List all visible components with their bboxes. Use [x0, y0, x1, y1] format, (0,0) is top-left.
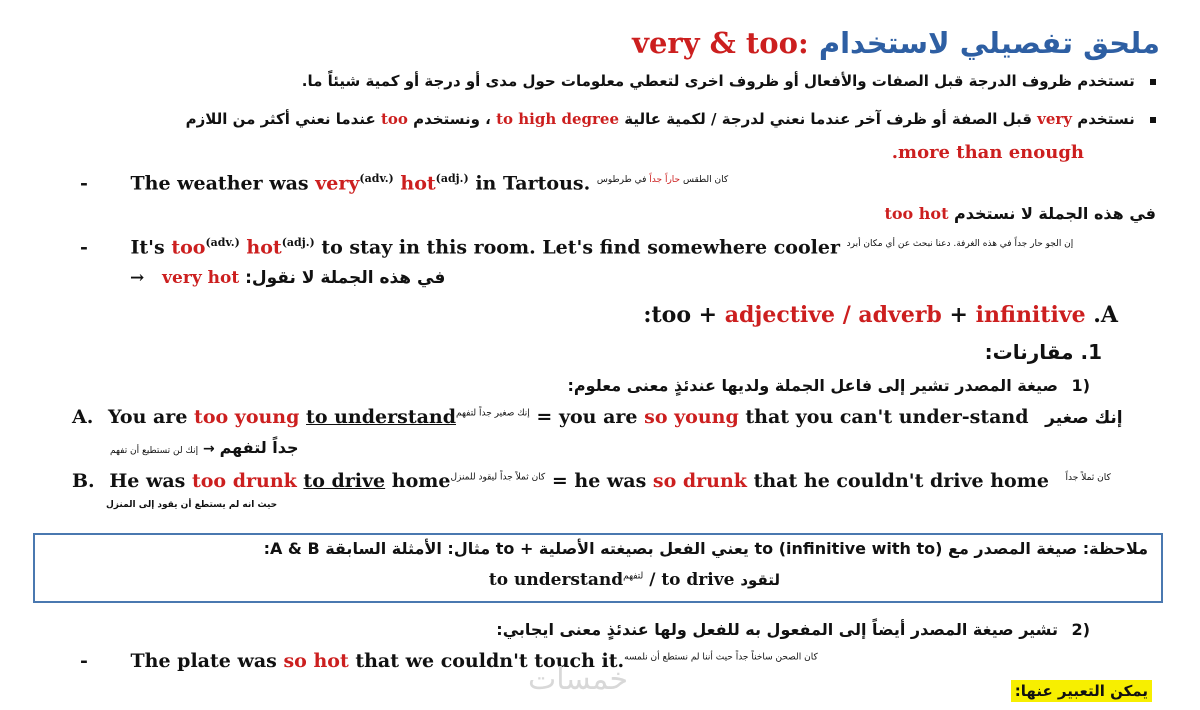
- adv-tag: (adv.): [205, 236, 240, 249]
- item-1-number: (1: [1071, 376, 1090, 395]
- arrow-right-icon: →: [130, 268, 145, 288]
- keyword-adjective-adverb: adjective / adverb: [724, 302, 942, 328]
- comparison-a-equals: = you are: [536, 406, 638, 428]
- item-2-text: تشير صيغة المصدر أيضاً إلى المفعول به للفعل ولها عندئذٍ معنى ايجابي:: [496, 620, 1058, 639]
- keyword-hot: hot: [246, 236, 282, 259]
- comparison-b-letter: B.: [72, 470, 95, 492]
- dash-bullet: -: [80, 236, 88, 259]
- keyword-to-understand: to understand: [306, 406, 457, 428]
- item-1: [568, 376, 1090, 395]
- comparison-b-text: He was: [109, 470, 186, 492]
- note-box-translation: لتفهم: [623, 571, 644, 582]
- note-box-line-2: [489, 570, 780, 590]
- comparison-b: [72, 470, 1111, 492]
- comparison-a-letter: A.: [72, 406, 94, 428]
- translation-part: في طرطوس: [596, 175, 647, 185]
- note-1: [884, 204, 1156, 223]
- dash-bullet: -: [80, 650, 88, 672]
- comparison-b-arabic: كان ثملاً جداً: [1065, 472, 1111, 483]
- keyword-high-degree: to high degree: [496, 110, 619, 128]
- bullet-2-text-a: نستخدم: [1077, 110, 1135, 128]
- comparison-a-translation: إنك صغير جداً لتفهم: [456, 408, 530, 419]
- comparison-b-translation: كان ثملاً جداً ليقود للمنزل: [450, 472, 546, 483]
- watermark: خمسات: [528, 662, 629, 697]
- example-3: [80, 650, 818, 672]
- comparison-a-sub-note: إنك لن تستطيع أن تفهم: [110, 446, 199, 456]
- arrow-right-icon: →: [202, 441, 215, 457]
- comparison-a-arabic: إنك صغير: [1045, 408, 1123, 428]
- keyword-very: very: [1037, 110, 1073, 128]
- bullet-2-text-d: عندما نعني أكثر من اللازم: [185, 110, 376, 128]
- keyword-more-than-enough: .more than enough: [891, 142, 1084, 163]
- bullet-1: [302, 72, 1156, 90]
- example-2-translation: إن الجو حار جداً في هذه الغرفة. دعنا نبحث عن أي مكان أبرد: [846, 239, 1074, 249]
- example-2: [80, 236, 1073, 258]
- adj-tag: (adj.): [281, 236, 315, 249]
- item-2: [496, 620, 1090, 639]
- keyword-infinitive: infinitive: [975, 302, 1086, 328]
- dash-bullet: -: [80, 172, 88, 195]
- square-bullet-icon: [1150, 117, 1156, 123]
- bullet-2: [186, 110, 1156, 128]
- note-box-line-1: ملاحظة: صيغة المصدر مع to (infinitive with to) يعني الفعل بصيغته الأصلية + to مثال: الأمثلة السابقة A & B:: [263, 539, 1148, 558]
- comparison-a-sub: [110, 438, 299, 457]
- example-3-text-b: that we couldn't touch it.: [355, 650, 625, 672]
- translation-part: كان الطقس: [682, 175, 729, 185]
- bullet-2-text-c: ، ونستخدم: [413, 110, 491, 128]
- example-1-translation: [597, 175, 728, 185]
- section-a-too: :too +: [643, 302, 718, 328]
- adj-tag: (adj.): [435, 172, 469, 185]
- comparison-a: [72, 406, 1123, 428]
- note-box-to-understand: to understand: [488, 570, 624, 590]
- keyword-too-young: too young: [194, 406, 300, 428]
- note-box-arabic: لتقود: [740, 571, 780, 589]
- comparison-b-sub: حيث انه لم يستطع أن يقود إلى المنزل: [106, 500, 278, 510]
- comparison-b-equals: = he was: [551, 470, 647, 492]
- note-box-to-drive: / to drive: [649, 570, 735, 590]
- keyword-hot: hot: [400, 172, 436, 195]
- keyword-to-drive: to drive: [303, 470, 386, 492]
- note-2: [130, 268, 445, 288]
- plus-sign: +: [949, 302, 968, 328]
- bullet-2-text-b: قبل الصفة أو ظرف آخر عندما نعني لدرجة / لكمية عالية: [624, 110, 1032, 128]
- example-1-text-b: in Tartous.: [475, 172, 591, 195]
- square-bullet-icon: [1150, 79, 1156, 85]
- example-3-translation: كان الصحن ساخناً جداً حيث أننا لم نستطع أن نلمسه: [624, 652, 818, 663]
- keyword-so-young: so young: [644, 406, 739, 428]
- example-2-text-a: It's: [130, 236, 165, 259]
- comparison-b-text-b: that he couldn't drive home: [753, 470, 1049, 492]
- comparison-a-sub-main: جداً لتفهم: [219, 438, 299, 457]
- section-a-heading: [643, 302, 1118, 328]
- keyword-too-hot: too hot: [884, 204, 949, 223]
- keyword-so-hot: so hot: [283, 650, 349, 672]
- note-1-text: في هذه الجملة لا نستخدم: [954, 204, 1156, 223]
- example-1-text-a: The weather was: [130, 172, 309, 195]
- bullet-1-text: تستخدم ظروف الدرجة قبل الصفات والأفعال أو ظروف اخرى لتعطي معلومات حول مدى أو درجة أو كمية شيئاً ما.: [301, 72, 1135, 90]
- translation-part: حاراً جداً: [649, 175, 681, 185]
- example-3-text-a: The plate was: [130, 650, 277, 672]
- keyword-very: very: [315, 172, 360, 195]
- keyword-too-drunk: too drunk: [191, 470, 297, 492]
- example-2-text-b: to stay in this room. Let's find somewhere cooler: [321, 236, 840, 259]
- example-1: [80, 172, 728, 194]
- expression-highlight: يمكن التعبير عنها:: [1011, 680, 1152, 702]
- title-english: very & too:: [632, 26, 809, 60]
- item-1-text: صيغة المصدر تشير إلى فاعل الجملة ولديها عندئذٍ معنى معلوم:: [567, 376, 1058, 395]
- page-title: [632, 26, 1160, 60]
- comparison-a-text-b: that you can't under-stand: [745, 406, 1029, 428]
- keyword-too: too: [171, 236, 206, 259]
- keyword-so-drunk: so drunk: [652, 470, 747, 492]
- adv-tag: (adv.): [359, 172, 394, 185]
- keyword-too: too: [380, 110, 408, 128]
- comparison-a-text: You are: [107, 406, 188, 428]
- section-1-heading: 1. مقارنات:: [984, 340, 1102, 364]
- section-a-label: .A: [1093, 302, 1118, 328]
- title-arabic: ملحق تفصيلي لاستخدام: [818, 26, 1160, 60]
- keyword-very-hot: very hot: [162, 268, 240, 288]
- comparison-b-home: home: [391, 470, 451, 492]
- note-2-text: في هذه الجملة لا نقول:: [245, 268, 446, 288]
- item-2-number: (2: [1071, 620, 1090, 639]
